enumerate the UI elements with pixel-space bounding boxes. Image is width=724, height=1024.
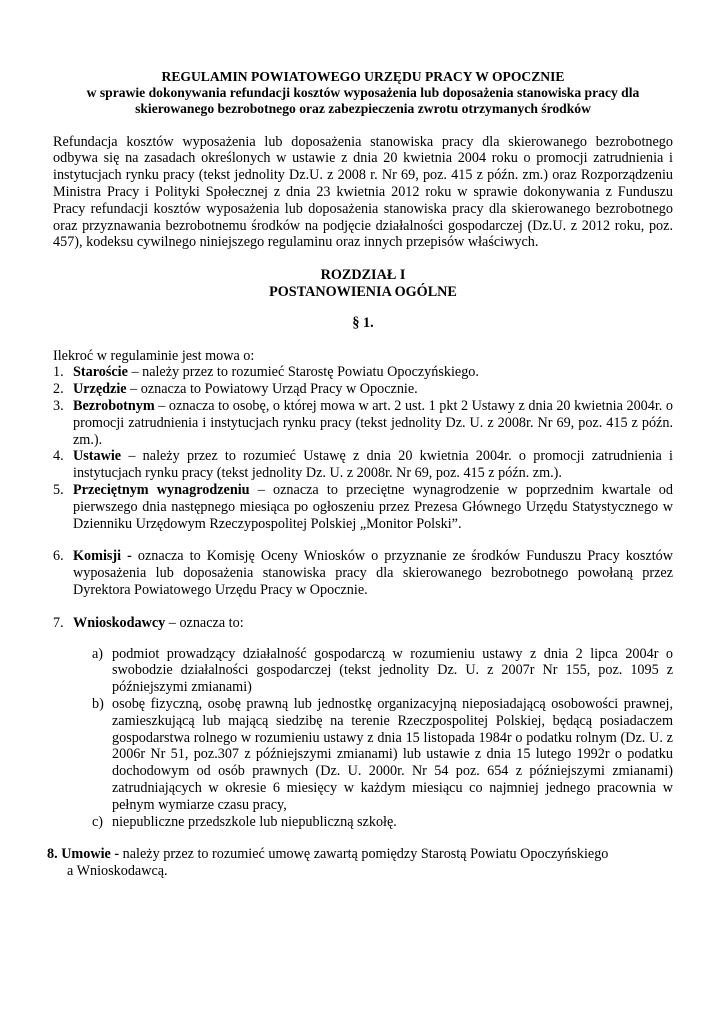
- item-term: Wnioskodawcy: [73, 614, 166, 631]
- chapter-number: ROZDZIAŁ I: [320, 267, 406, 284]
- title-line-3: skierowanego bezrobotnego oraz zabezpieczenia zwrotu otrzymanych środków: [135, 101, 591, 117]
- document-title: [53, 69, 673, 118]
- item-number: 2.: [53, 381, 64, 398]
- definition-item: 3. Bezrobotnym – oznacza to osobę, o której mowa w art. 2 ust. 1 pkt 2 Ustawy z dnia 20 kwietnia 2004r. o promocji zatrudnienia i instytucjach rynku pracy (tekst jednolity Dz. U. z 2008r. Nr 69, poz. 415 z późn. zm.).: [53, 397, 673, 448]
- document-page: [47, 69, 674, 880]
- item-text: oznacza to:: [179, 614, 244, 631]
- sub-item-letter: b): [92, 695, 104, 712]
- item-8-term: 8. Umowie -: [47, 846, 120, 863]
- definition-item: 5. Przeciętnym wynagrodzeniu – oznacza to przeciętne wynagrodzenie w poprzednim kwartale od pierwszego dnia następnego miesiąca po ogłoszeniu przez Prezesa Głównego Urzędu Statystycznego w Dzienniku Urzędowym Rzeczypospolitej Polskiej „Monitor Polski”.: [53, 481, 673, 532]
- item-text: oznacza to przeciętne wynagrodzenie w poprzednim kwartale od pierwszego dnia następnego miesiąca po ogłoszeniu przez Prezesa Głównego Urzędu Statystycznego w Dzienniku Urzędowym Rzeczypospolitej Polskiej „Monitor Polski”.: [73, 481, 673, 532]
- title-line-1: REGULAMIN POWIATOWEGO URZĘDU PRACY W OPOCZNIE: [161, 69, 565, 84]
- item-text: należy przez to rozumieć Ustawę z dnia 20 kwietnia 2004r. o promocji zatrudnienia i instytucjach rynku pracy (tekst jednolity Dz. U. z 2008r. Nr 69, poz. 415 z późn. zm.).: [73, 448, 674, 482]
- definition-item: 4. Ustawie – należy przez to rozumieć Ustawę z dnia 20 kwietnia 2004r. o promocji zatrudnienia i instytucjach rynku pracy (tekst jednolity Dz. U. z 2008r. Nr 69, poz. 415 z późn. zm.).: [53, 448, 674, 482]
- item-text: należy przez to rozumieć Starostę Powiatu Opoczyńskiego.: [142, 364, 479, 381]
- item-term: Ustawie: [73, 448, 122, 465]
- item-8-text-continued: a Wnioskodawcą.: [67, 863, 168, 880]
- title-line-2: w sprawie dokonywania refundacji kosztów wyposażenia lub doposażenia stanowiska pracy dla: [86, 85, 640, 101]
- item-number: 4.: [53, 448, 64, 465]
- item-number: 6.: [53, 548, 64, 565]
- chapter-title: POSTANOWIENIA OGÓLNE: [269, 283, 457, 300]
- sub-item: [73, 696, 673, 814]
- item-number: 5.: [53, 481, 64, 498]
- definitions-list: [53, 364, 673, 830]
- item-term: Urzędzie: [73, 381, 127, 398]
- definition-item: 1. Staroście – należy przez to rozumieć Starostę Powiatu Opoczyńskiego.: [53, 364, 479, 381]
- definition-item: 7. Wnioskodawcy – oznacza to: a) podmiot prowadzący działalność gospodarczą w rozumieniu ustawy z dnia 2 lipca 2004r o swobodzie działalności gospodarczej (tekst jednolity Dz. U. z 2007r Nr 155, poz. 1095 z późniejszymi zmianami) b) osobę fizyczną, osobę prawną lub jednostkę organizacyjną nieposiadającą osobowości prawnej, zamieszkującą lub mającą siedzibę na terenie Rzeczpospolitej Polskiej, będącą posiadaczem gospodarstwa rolnego w rozumieniu ustawy z dnia 15 listopada 1984r o podatku rolnym (Dz. U. z 2006r Nr 51, poz.307 z późniejszymi zmianami) lub ustawie z dnia 15 lutego 1992r o podatku dochodowym od osób prawnych (Dz. U. 2000r. Nr 54 poz. 654 z późniejszymi zmianami) zatrudniających w okresie 6 miesięcy w każdym miesiącu co najmniej jednego pracownia w pełnym wymiarze czasu pracy, c) niepubliczne przedszkole lub niepubliczną szkołę.: [53, 614, 673, 830]
- item-term: Staroście: [73, 364, 128, 381]
- item-term: Przeciętnym wynagrodzeniu: [73, 481, 250, 498]
- sub-item: [73, 814, 673, 831]
- definition-item: 2. Urzędzie – oznacza to Powiatowy Urząd Pracy w Opocznie.: [53, 381, 418, 398]
- item-text: oznacza to osobę, o której mowa w art. 2 ust. 1 pkt 2 Ustawy z dnia 20 kwietnia 2004r. o promocji zatrudnienia i instytucjach rynku pracy (tekst jednolity Dz. U. z 2008r. Nr 69, poz. 415 z późn. zm.).: [73, 397, 673, 448]
- item-term: Bezrobotnym: [73, 397, 155, 414]
- sub-item-text: podmiot prowadzący działalność gospodarczą w rozumieniu ustawy z dnia 2 lipca 2004r o swobodzie działalności gospodarczej (tekst jednolity Dz. U. z 2007r Nr 155, poz. 1095 z późniejszymi zmianami): [112, 645, 673, 696]
- item-number: 3.: [53, 397, 64, 414]
- item-term: Komisji -: [73, 548, 132, 565]
- intro-paragraph: Refundacja kosztów wyposażenia lub doposażenia stanowiska pracy dla skierowanego bezrobotnego odbywa się na zasadach określonych w ustawie z dnia 20 kwietnia 2004 roku o promocji zatrudnienia i instytucjach rynku pracy (tekst jednolity Dz.U. z 2008 r. Nr 69, poz. 415 z późn. zm.) oraz Rozporządzeniu Ministra Pracy i Polityki Społecznej z dnia 23 kwietnia 2012 roku w sprawie dokonywania z Funduszu Pracy refundacji kosztów wyposażenia lub doposażenia stanowiska pracy dla skierowanego bezrobotnego oraz przyznawania bezrobotnemu środków na podjęcie działalności gospodarczej (Dz.U. z 2012 roku, poz. 457), kodeksu cywilnego niniejszego regulaminu oraz innych przepisów właściwych.: [53, 133, 673, 251]
- item-number: 7.: [53, 614, 64, 631]
- sub-item-text: osobę fizyczną, osobę prawną lub jednostkę organizacyjną nieposiadającą osobowości prawnej, zamieszkującą lub mającą siedzibę na terenie Rzeczpospolitej Polskiej, będącą posiadaczem gospodarstwa rolnego w rozumieniu ustawy z dnia 15 listopada 1984r o podatku rolnym (Dz. U. z 2006r Nr 51, poz.307 z późniejszymi zmianami) lub ustawie z dnia 15 lutego 1992r o podatku dochodowym od osób prawnych (Dz. U. 2000r. Nr 54 poz. 654 z późniejszymi zmianami) zatrudniających w okresie 6 miesięcy w każdym miesiącu co najmniej jednego pracownia w pełnym wymiarze czasu pracy,: [112, 695, 673, 813]
- definitions-lead: Ilekroć w regulaminie jest mowa o:: [53, 347, 255, 364]
- item-text: oznacza to Komisję Oceny Wniosków o przyznanie ze środków Funduszu Pracy kosztów wyposażenia lub doposażenia stanowiska pracy dla skierowanego bezrobotnego powołaną przez Dyrektora Powiatowego Urzędu Pracy w Opocznie.: [73, 548, 673, 598]
- sub-item-text: niepubliczne przedszkole lub niepubliczną szkołę.: [112, 813, 397, 830]
- definition-item-8: [47, 846, 673, 880]
- sub-item-letter: a): [92, 645, 104, 662]
- chapter-heading: [53, 267, 673, 301]
- definition-item: [53, 548, 673, 598]
- applicant-types-list: [73, 646, 673, 831]
- item-8-text: należy przez to rozumieć umowę zawartą pomiędzy Starostą Powiatu Opoczyńskiego: [119, 846, 609, 863]
- sub-item: [73, 646, 673, 696]
- item-number: 1.: [53, 364, 64, 381]
- item-text: oznacza to Powiatowy Urząd Pracy w Opocznie.: [140, 381, 418, 398]
- sub-item-letter: c): [92, 813, 104, 830]
- section-heading: § 1.: [352, 314, 374, 331]
